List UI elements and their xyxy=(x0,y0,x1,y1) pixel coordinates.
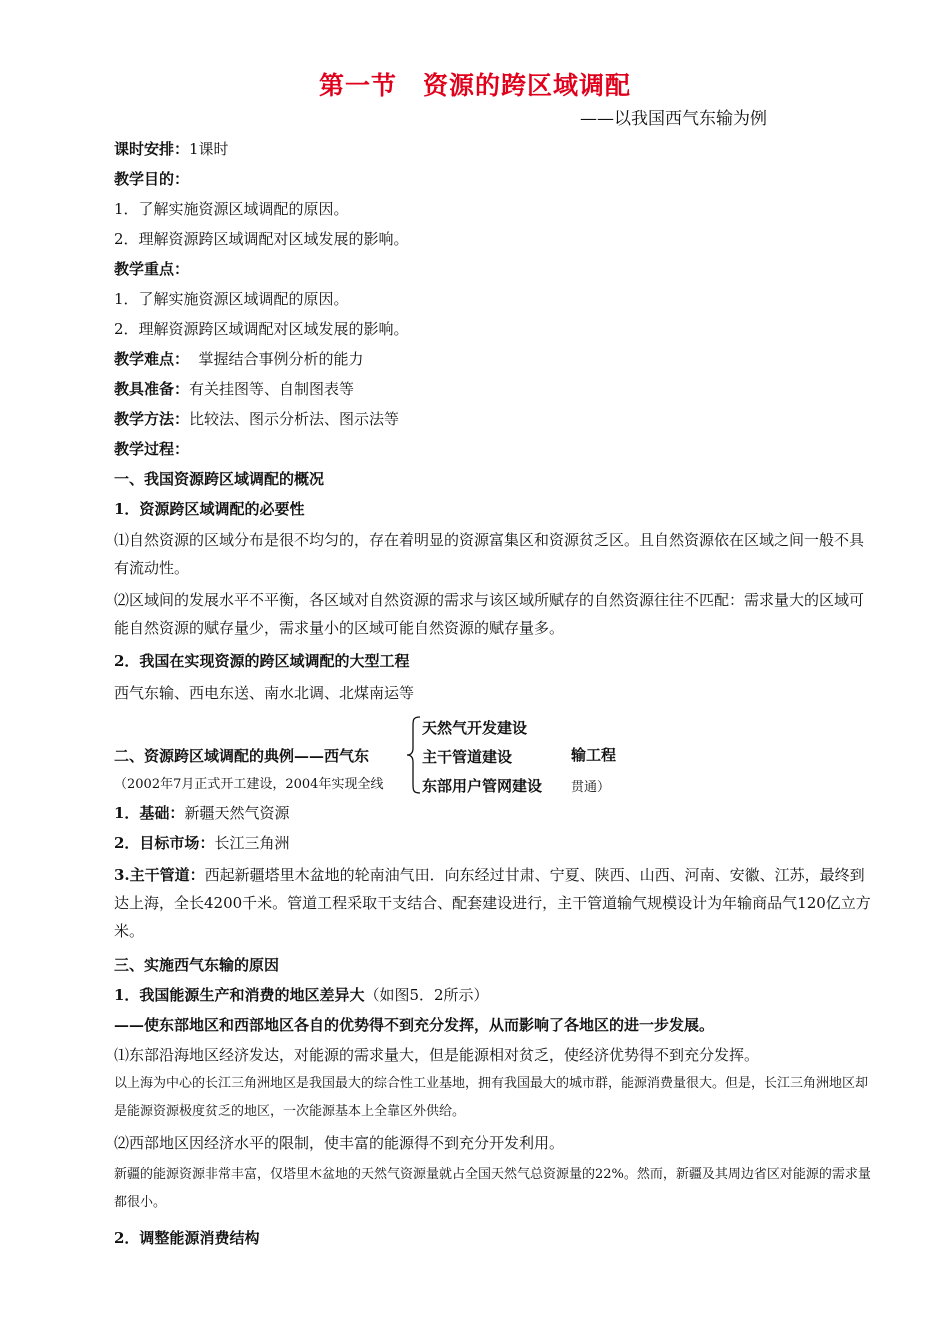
basis-label: 1．基础： xyxy=(114,804,185,822)
keypoint-item: 1．了解实施资源区域调配的原因。 xyxy=(114,290,349,308)
section-1-paragraph-1: ⑴自然资源的区域分布是很不均匀的，存在着明显的资源富集区和资源贫乏区。且自然资源依在区域之间一般不具有流动性。 xyxy=(114,531,865,577)
meta-label: 教具准备： xyxy=(114,380,190,398)
meta-tools xyxy=(114,379,354,399)
meta-value: 1课时 xyxy=(189,140,229,158)
page-title: 第一节 资源的跨区域调配 xyxy=(318,71,631,100)
meta-label: 教学难点： xyxy=(114,350,190,368)
basis-value: 新疆天然气资源 xyxy=(184,804,290,822)
section-2-pipeline xyxy=(114,861,874,945)
section-3-supplement-2: 新疆的能源资源非常丰富，仅塔里木盆地的天然气资源量就占全国天然气总资源量的22%。然而，新疆及其周边省区对能源的需求量都很小。 xyxy=(114,1167,871,1210)
brace-item: 主干管道建设 xyxy=(422,748,513,766)
section-3-emphasis: ——使东部地区和西部地区各自的优势得不到充分发挥，从而影响了各地区的进一步发展。 xyxy=(114,1016,715,1034)
section-1-subheading-2: 2．我国在实现资源的跨区域调配的大型工程 xyxy=(114,652,410,670)
section-1-paragraph-2: ⑵区域间的发展水平不平衡，各区域对自然资源的需求与该区域所赋存的自然资源往往不匹配：需求量大的区域可能自然资源的赋存量少，需求量小的区域可能自然资源的赋存量多。 xyxy=(114,591,865,637)
brace-item: 天然气开发建设 xyxy=(422,719,528,737)
section-2-market xyxy=(114,833,289,853)
meta-methods xyxy=(114,409,399,429)
brace-item: 东部用户管网建设 xyxy=(422,777,543,795)
section-1-heading: 一、我国资源跨区域调配的概况 xyxy=(114,470,325,488)
objective-item: 2．理解资源跨区域调配对区域发展的影响。 xyxy=(114,230,409,248)
meta-difficulty xyxy=(114,349,364,369)
subheading-bold: 1．我国能源生产和消费的地区差异大 xyxy=(114,986,365,1004)
section-2-note-tail: 贯通） xyxy=(571,780,611,795)
page-subtitle: ——以我国西气东输为例 xyxy=(580,109,767,129)
section-3-supplement-1: 以上海为中心的长江三角洲地区是我国最大的综合性工业基地，拥有我国最大的城市群，能源消费量很大。但是，长江三角洲地区却是能源资源极度贫乏的地区，一次能源基本上全靠区外供给。 xyxy=(114,1076,869,1119)
section-3-subheading-2: 2．调整能源消费结构 xyxy=(114,1229,260,1247)
subheading-tail: （如图5．2所示） xyxy=(364,986,489,1004)
meta-value: 比较法、图示分析法、图示法等 xyxy=(189,410,400,428)
section-1-subheading-1: 1．资源跨区域调配的必要性 xyxy=(114,500,305,518)
meta-value: 有关挂图等、自制图表等 xyxy=(189,380,355,398)
section-2-note: （2002年7月正式开工建设，2004年实现全线 xyxy=(114,777,384,792)
meta-schedule xyxy=(114,139,229,159)
keypoint-item: 2．理解资源跨区域调配对区域发展的影响。 xyxy=(114,320,409,338)
meta-keypoints-heading: 教学重点： xyxy=(114,260,190,278)
pipeline-label: 3.主干管道： xyxy=(114,866,205,884)
section-3-paragraph-2: ⑵西部地区因经济水平的限制，使丰富的能源得不到充分开发利用。 xyxy=(114,1134,565,1152)
market-label: 2．目标市场： xyxy=(114,834,215,852)
section-3-subheading-1 xyxy=(114,985,489,1005)
section-3-paragraph-1: ⑴东部沿海地区经济发达，对能源的需求量大，但是能源相对贫乏，使经济优势得不到充分发挥。 xyxy=(114,1046,760,1064)
meta-process-heading: 教学过程： xyxy=(114,440,190,458)
meta-objectives-heading: 教学目的： xyxy=(114,170,190,188)
meta-value: 掌握结合事例分析的能力 xyxy=(189,350,364,368)
objective-item: 1．了解实施资源区域调配的原因。 xyxy=(114,200,349,218)
section-2-heading-tail: 输工程 xyxy=(571,746,617,764)
meta-label: 课时安排： xyxy=(114,140,190,158)
meta-label: 教学方法： xyxy=(114,410,190,428)
section-3-heading: 三、实施西气东输的原因 xyxy=(114,956,280,974)
market-value: 长江三角洲 xyxy=(214,834,290,852)
section-1-projects: 西气东输、西电东送、南水北调、北煤南运等 xyxy=(114,684,415,702)
brace-icon xyxy=(406,716,422,794)
section-2-basis xyxy=(114,803,289,823)
section-2-heading: 二、资源跨区域调配的典例——西气东 xyxy=(114,747,370,765)
pipeline-value: 西起新疆塔里木盆地的轮南油气田．向东经过甘肃、宁夏、陕西、山西、河南、安徽、江苏，最终到达上海，全长4200千米。管道工程采取干支结合、配套建设进行，主干管道输气规模设计为年输商品气120亿立方米。 xyxy=(114,866,871,940)
